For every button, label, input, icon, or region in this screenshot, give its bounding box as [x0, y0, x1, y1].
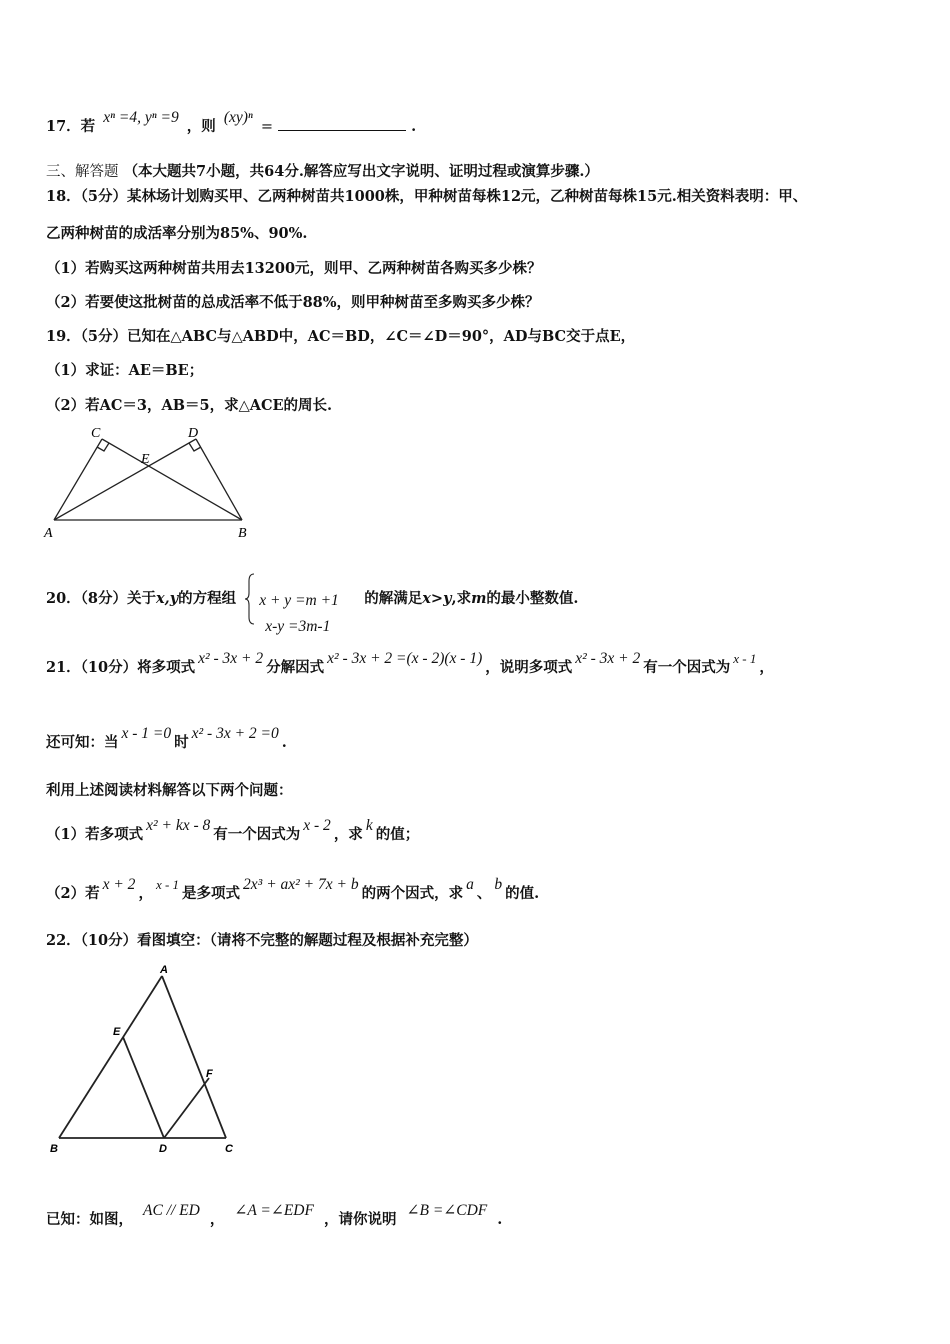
q21-p2-poly-math: 2x³ + ax² + 7x + b	[243, 876, 359, 893]
q21-intro: 利用上述阅读材料解答以下两个问题：	[46, 782, 293, 799]
q19-segment-ad	[54, 439, 196, 520]
q21-p1-text3: ，求	[333, 826, 363, 843]
q19-segment-ac	[54, 439, 102, 520]
q21-text2: ，说明多项式	[485, 659, 573, 676]
q19-stem: 19．（5分）已知在△ABC与△ABD中，AC＝BD，∠C＝∠D＝90°，AD与BC交于点E，	[46, 328, 636, 345]
q19-part1: （1）求证：AE＝BE；	[46, 362, 204, 379]
q20-brace-icon	[245, 573, 255, 625]
q22-end: .	[497, 1211, 503, 1228]
q21-p2-text4: 的两个因式，求	[361, 885, 464, 902]
q21-p2-text3: 是多项式	[182, 885, 241, 902]
q22-segment-ed	[123, 1037, 164, 1138]
q17-expression-math: (xy)ⁿ	[223, 109, 253, 126]
q22-stem: 22．（10分）看图填空：（请将不完整的解题过程及根据补充完整）	[46, 932, 478, 949]
q20-condition: x>y	[422, 590, 452, 607]
q17-period: .	[411, 118, 417, 135]
q21-line1	[46, 650, 774, 678]
section3-heading	[46, 162, 599, 182]
q21-poly-math: x² - 3x + 2	[198, 650, 264, 667]
q22-label-a: A	[160, 964, 168, 976]
q22-given1-math: AC // ED	[143, 1202, 200, 1219]
q18-line1: 18．（5分）某林场计划购买甲、乙两种树苗共1000株，甲种树苗每株12元，乙种树苗每株15元.相关资料表明：甲、	[46, 188, 808, 205]
q20-equation-2: x-y =3m-1	[265, 618, 331, 635]
q20-vars: x,y	[156, 590, 179, 607]
q21-number: 21．（10分）将多项式	[46, 659, 196, 676]
q21-p2-b-math: b	[494, 876, 503, 893]
q22-given-text1: 已知：如图，	[46, 1211, 133, 1228]
q21-l2-text2: 时	[174, 734, 189, 751]
q18-part2: （2）若要使这批树苗的总成活率不低于88%，则甲种树苗至多购买多少株？	[46, 294, 540, 311]
q21-text1: 分解因式	[266, 659, 325, 676]
q21-poly2-math: x² - 3x + 2	[575, 650, 641, 667]
q21-part1	[46, 817, 420, 845]
section3-title: 三、解答题	[46, 164, 119, 180]
q22-segment-ac	[162, 976, 226, 1138]
q21-p2-factor1-math: x + 2	[102, 876, 136, 893]
q21-text3: 有一个因式为	[643, 659, 731, 676]
q20-text2: 的解满足	[364, 590, 423, 607]
q20-text4: 的最小整数值.	[486, 590, 579, 607]
q20-text3: ,求	[451, 590, 472, 607]
q21-p1-text1: （1）若多项式	[46, 826, 144, 843]
q21-p2-text5: 、	[476, 885, 492, 902]
q21-p2-text1: （2）若	[46, 885, 100, 902]
q19-segment-db	[196, 439, 242, 520]
q22-prove-math: ∠B =∠CDF	[406, 1202, 488, 1219]
q21-line2	[46, 725, 287, 753]
q20-text1: 的方程组	[178, 590, 237, 607]
q17-equals: =	[260, 119, 274, 135]
section3-description: （本大题共7小题，共64分.解答应写出文字说明、证明过程或演算步骤.）	[123, 163, 599, 180]
q22-label-f: F	[206, 1068, 213, 1080]
q21-p2-a-math: a	[466, 876, 474, 893]
q21-l2-eq-math: x² - 3x + 2 =0	[191, 725, 279, 742]
q22-label-e: E	[113, 1026, 121, 1038]
q20-var-m: m	[471, 590, 487, 607]
q19-figure	[40, 420, 260, 545]
q21-p1-text4: 的值；	[375, 826, 420, 843]
q19-part2: （2）若AC＝3，AB＝5，求△ACE的周长.	[46, 397, 333, 414]
q19-label-a: A	[44, 526, 53, 541]
q20-number: 20．（8分）关于	[46, 590, 157, 607]
q22-sep: ，	[209, 1211, 225, 1228]
q17-line	[46, 109, 417, 137]
q18-line2: 乙两种树苗的成活率分别为85%、90%.	[46, 225, 308, 242]
q17-condition-math: xⁿ =4, yⁿ =9	[103, 109, 179, 126]
q22-figure	[42, 962, 242, 1158]
q22-label-c: C	[225, 1143, 233, 1155]
q18-part1: （1）若购买这两种树苗共用去13200元，则甲、乙两种树苗各购买多少株？	[46, 260, 542, 277]
q20-line	[46, 573, 579, 635]
q22-segment-ab	[59, 976, 162, 1138]
q21-p1-poly-math: x² + kx - 8	[146, 817, 211, 834]
q21-p1-factor-math: x - 2	[303, 817, 331, 834]
q20-equation-system	[245, 573, 355, 635]
q17-answer-blank[interactable]	[278, 118, 406, 131]
q17-text: ，则	[186, 118, 216, 135]
q19-label-e: E	[141, 452, 150, 467]
q21-l2-text1: 还可知：当	[46, 734, 119, 751]
q21-factored-math: x² - 3x + 2 =(x - 2)(x - 1)	[327, 650, 483, 667]
q21-p2-text6: 的值.	[505, 885, 540, 902]
q21-p1-k-math: k	[365, 817, 373, 834]
q21-p2-factor2-math: x - 1	[155, 877, 180, 892]
q22-label-d: D	[159, 1143, 167, 1155]
q22-given2-math: ∠A =∠EDF	[234, 1202, 314, 1219]
q22-label-b: B	[50, 1143, 58, 1155]
q21-part2	[46, 876, 540, 904]
q20-equation-1: x + y =m +1	[259, 592, 339, 609]
q22-given-text2: ，请你说明	[323, 1211, 397, 1228]
q17-number: 17．若	[46, 118, 96, 135]
q21-p1-text2: 有一个因式为	[213, 826, 301, 843]
q21-l2-cond-math: x - 1 =0	[121, 725, 172, 742]
q21-factor-math: x - 1	[733, 651, 757, 666]
q21-text4: ，	[759, 659, 774, 676]
q19-segment-cb	[102, 439, 242, 520]
q19-label-d: D	[188, 426, 199, 441]
q19-label-b: B	[238, 526, 247, 541]
q22-given	[46, 1202, 503, 1230]
q21-l2-end: .	[281, 734, 287, 751]
q19-label-c: C	[91, 426, 101, 441]
q21-p2-text2: ，	[138, 885, 153, 902]
q22-segment-df	[164, 1078, 209, 1138]
